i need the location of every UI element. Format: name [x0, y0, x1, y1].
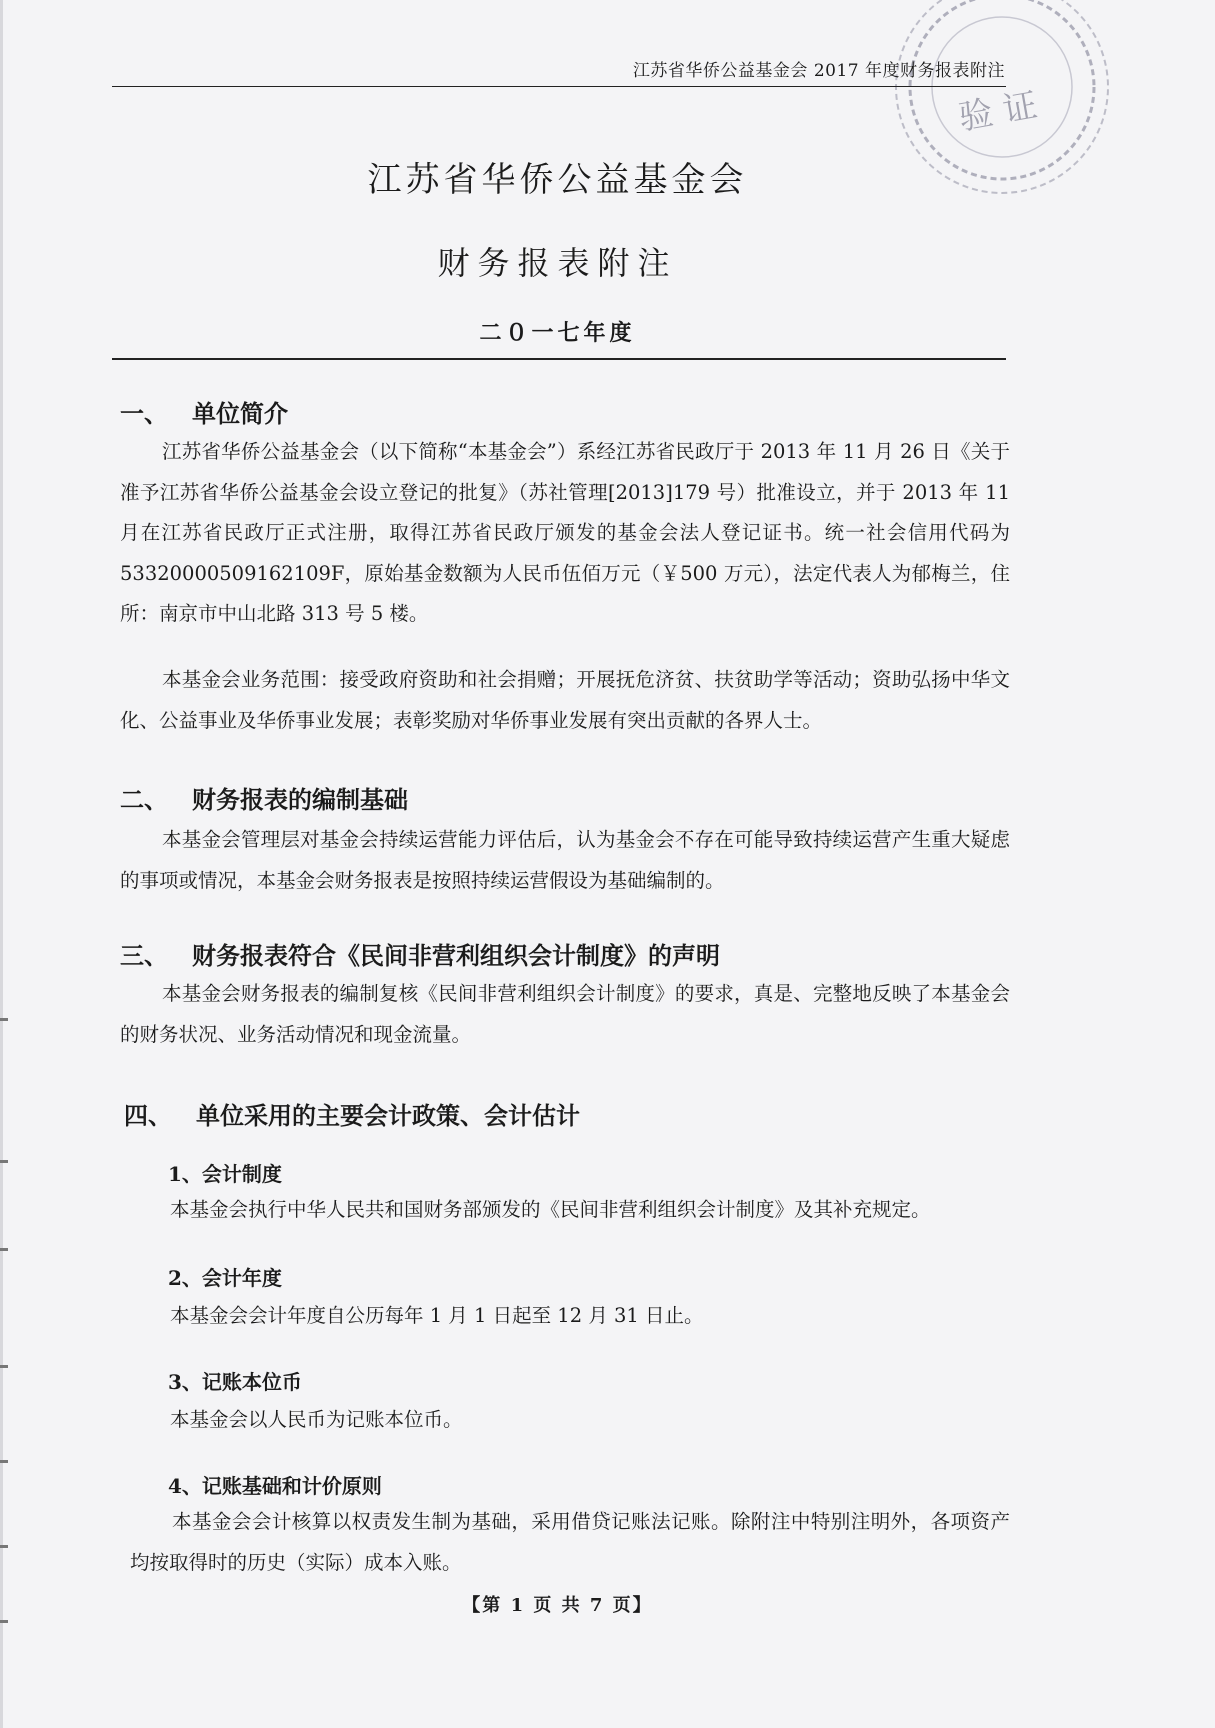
binding-mark [0, 1248, 8, 1251]
paragraph-currency: 本基金会以人民币为记账本位币。 [170, 1408, 463, 1431]
document-title: 财务报表附注 [437, 244, 678, 282]
svg-text:验 证: 验 证 [955, 85, 1041, 139]
paragraph-unit-intro: 江苏省华侨公益基金会（以下简称“本基金会”）系经江苏省民政厅于 2013 年 11 月 26 日《关于准予江苏省华侨公益基金会设立登记的批复》（苏社管理[2013]179 号）批准设立，并于 2013 年 11 月在江苏省民政厅正式注册，取得江苏省民政厅颁发的基金会法人登记证书。统一社会信用代码为 53320000509162109F，原始基金数额为人民币伍佰万元（￥500 万元），法定代表人为郁梅兰，住所：南京市中山北路 313 号 5 楼。 [120, 440, 1010, 625]
section-number: 一、 [120, 399, 168, 428]
subsection-heading-3: 3、记账本位币 [168, 1370, 302, 1394]
binding-mark [0, 1620, 8, 1623]
section-number: 四、 [124, 1101, 172, 1130]
paragraph-compliance: 本基金会财务报表的编制复核《民间非营利组织会计制度》的要求，真是、完整地反映了本基金会的财务状况、业务活动情况和现金流量。 [120, 982, 1010, 1046]
binding-mark [0, 1545, 8, 1548]
binding-mark [0, 1160, 8, 1163]
page-number: 【第 1 页 共 7 页】 [462, 1595, 653, 1616]
organization-title: 江苏省华侨公益基金会 [367, 160, 748, 200]
paragraph-business-scope: 本基金会业务范围：接受政府资助和社会捐赠；开展抚危济贫、扶贫助学等活动；资助弘扬中华文化、公益事业及华侨事业发展；表彰奖励对华侨事业发展有突出贡献的各界人士。 [120, 668, 1010, 732]
section-title: 财务报表符合《民间非营利组织会计制度》的声明 [192, 941, 720, 970]
binding-mark [0, 1018, 8, 1021]
section-title: 单位采用的主要会计政策、会计估计 [196, 1101, 580, 1130]
section-title: 单位简介 [192, 399, 288, 428]
paragraph-accounting-basis: 本基金会会计核算以权责发生制为基础，采用借贷记账法记账。除附注中特别注明外，各项资产均按取得时的历史（实际）成本入账。 [130, 1510, 1010, 1574]
section-heading-3 [120, 936, 720, 971]
section-number: 二、 [120, 785, 168, 814]
subsection-heading-2: 2、会计年度 [168, 1266, 282, 1290]
binding-mark [0, 1460, 8, 1463]
section-heading-4 [124, 1096, 580, 1131]
header-divider [112, 86, 1006, 87]
paragraph-accounting-system: 本基金会执行中华人民共和国财务部颁发的《民间非营利组织会计制度》及其补充规定。 [170, 1198, 931, 1221]
subsection-heading-4: 4、记账基础和计价原则 [168, 1474, 382, 1498]
running-header: 江苏省华侨公益基金会 2017 年度财务报表附注 [632, 61, 1005, 81]
paragraph-fiscal-year: 本基金会会计年度自公历每年 1 月 1 日起至 12 月 31 日止。 [170, 1304, 704, 1327]
section-number: 三、 [120, 941, 168, 970]
subsection-heading-1: 1、会计制度 [168, 1162, 282, 1186]
section-heading-2 [120, 780, 408, 815]
paragraph-basis: 本基金会管理层对基金会持续运营能力评估后，认为基金会不存在可能导致持续运营产生重大疑虑的事项或情况，本基金会财务报表是按照持续运营假设为基础编制的。 [120, 828, 1010, 892]
fiscal-year: 二０一七年度 [479, 320, 636, 346]
section-heading-1 [120, 394, 288, 429]
title-divider [112, 358, 1006, 360]
binding-mark [0, 1365, 8, 1368]
section-title: 财务报表的编制基础 [192, 785, 408, 814]
